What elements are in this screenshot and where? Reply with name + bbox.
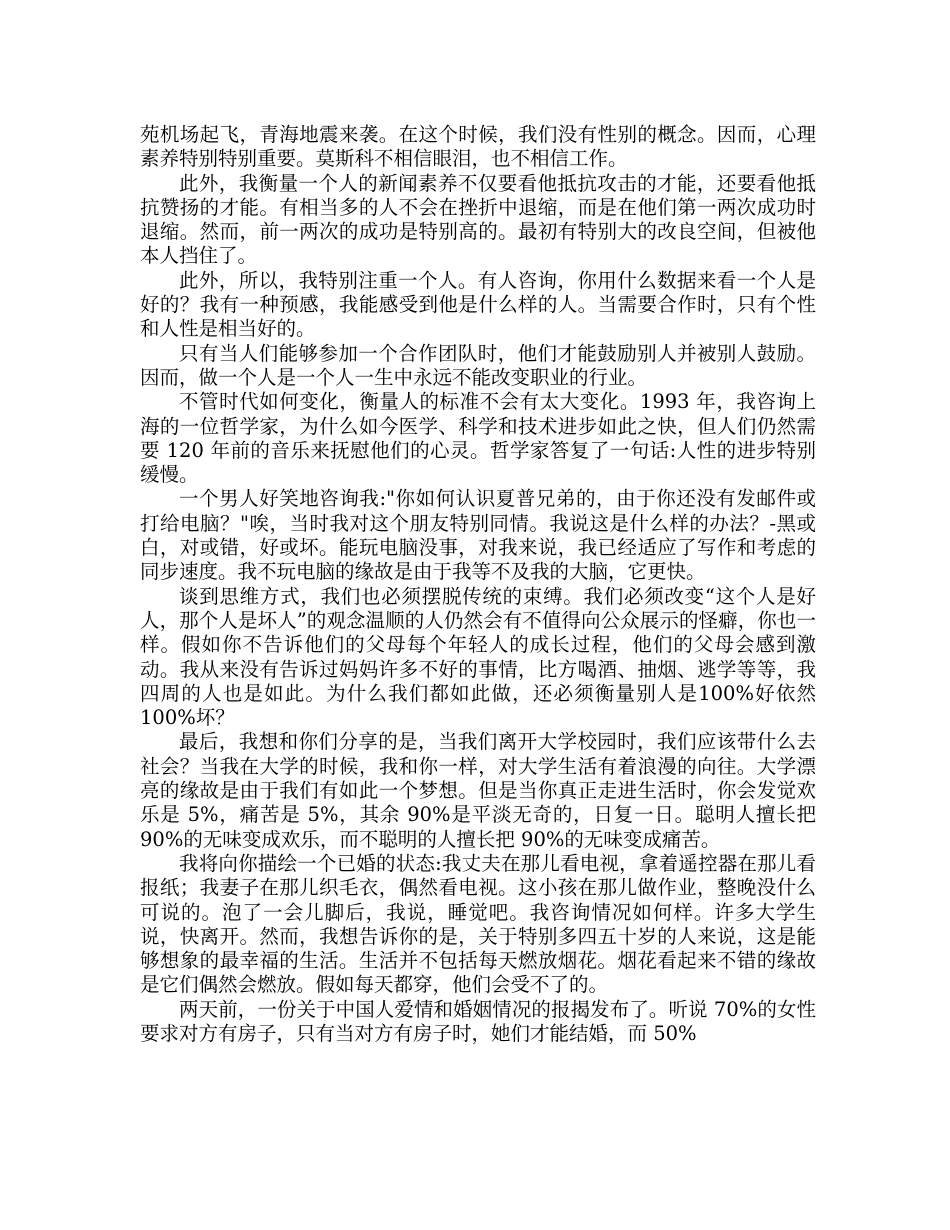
paragraph: 此外，我衡量一个人的新闻素养不仅要看他抵抗攻击的才能，还要看他抵抗赞扬的才能。有相当多的人不会在挫折中退缩，而是在他们第一两次成功时退缩。然而，前一两次的成功是特别高的。最初有特别大的改良空间，但被他本人挡住了。 [140,171,816,268]
paragraph: 我将向你描绘一个已婚的状态:我丈夫在那儿看电视，拿着遥控器在那儿看报纸；我妻子在那儿织毛衣，偶然看电视。这小孩在那儿做作业，整晚没什么可说的。泡了一会儿脚后，我说，睡觉吧。我咨询情况如何样。许多大学生说，快离开。然而，我想告诉你的是，关于特别多四五十岁的人来说，这是能够想象的最幸福的生活。生活并不包括每天燃放烟花。烟花看起来不错的缘故是它们偶然会燃放。假如每天都穿，他们会受不了的。 [140,851,816,997]
body-text [140,123,816,1046]
paragraph: 苑机场起飞，青海地震来袭。在这个时候，我们没有性别的概念。因而，心理素养特别特别重要。莫斯科不相信眼泪，也不相信工作。 [140,123,816,171]
paragraph: 两天前，一份关于中国人爱情和婚姻情况的报揭发布了。听说 70%的女性要求对方有房子，只有当对方有房子时，她们才能结婚，而 50% [140,997,816,1045]
paragraph: 只有当人们能够参加一个合作团队时，他们才能鼓励别人并被别人鼓励。因而，做一个人是一个人一生中永远不能改变职业的行业。 [140,341,816,389]
paragraph: 此外，所以，我特别注重一个人。有人咨询，你用什么数据来看一个人是好的？我有一种预感，我能感受到他是什么样的人。当需要合作时，只有个性和人性是相当好的。 [140,268,816,341]
paragraph: 最后，我想和你们分享的是，当我们离开大学校园时，我们应该带什么去社会？当我在大学的时候，我和你一样，对大学生活有着浪漫的向往。大学漂亮的缘故是由于我们有如此一个梦想。但是当你真正走进生活时，你会发觉欢乐是 5%，痛苦是 5%，其余 90%是平淡无奇的，日复一日。聪明人擅长把 90%的无味变成欢乐，而不聪明的人擅长把 90%的无味变成痛苦。 [140,730,816,851]
paragraph: 不管时代如何变化，衡量人的标准不会有太大变化。1993 年，我咨询上海的一位哲学家，为什么如今医学、科学和技术进步如此之快，但人们仍然需要 120 年前的音乐来抚慰他们的心灵。哲学家答复了一句话:人性的进步特别缓慢。 [140,390,816,487]
paragraph: 一个男人好笑地咨询我:"你如何认识夏普兄弟的，由于你还没有发邮件或打给电脑？"唉，当时我对这个朋友特别同情。我说这是什么样的办法？-黑或白，对或错，好或坏。能玩电脑没事，对我来说，我已经适应了写作和考虑的同步速度。我不玩电脑的缘故是由于我等不及我的大脑，它更快。 [140,487,816,584]
paragraph: 谈到思维方式，我们也必须摆脱传统的束缚。我们必须改变“这个人是好人，那个人是坏人”的观念温顺的人仍然会有不值得向公众展示的怪癖，你也一样。假如你不告诉他们的父母每个年轻人的成长过程，他们的父母会感到激动。我从来没有告诉过妈妈许多不好的事情，比方喝酒、抽烟、逃学等等，我四周的人也是如此。为什么我们都如此做，还必须衡量别人是100%好依然100%坏？ [140,584,816,730]
